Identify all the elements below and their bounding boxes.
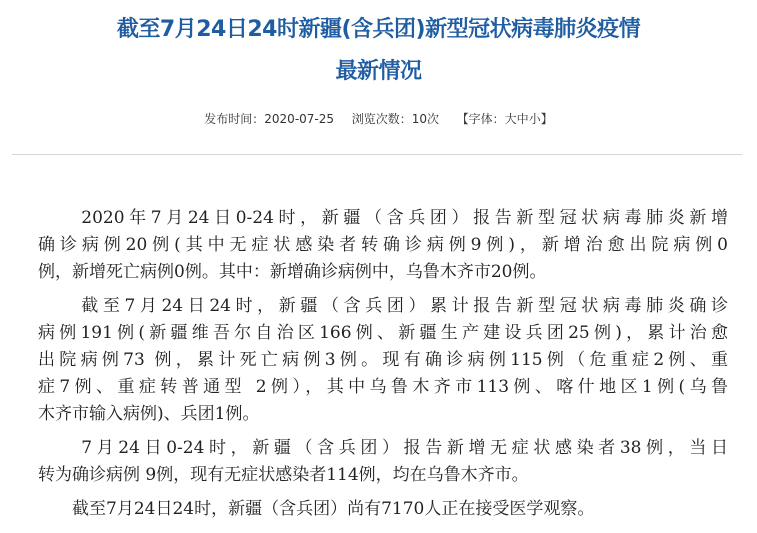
publish-date: 2020-07-25 [264, 112, 335, 126]
body-line: 例，新增死亡病例0例。其中：新增确诊病例中，乌鲁木齐市20例。 [38, 262, 547, 282]
font-switch-open: 【字体： [456, 112, 505, 126]
body-line: 确诊病例20例(其中无症状感染者转确诊病例9例)，新增治愈出院病例0 [38, 235, 728, 255]
body-line: 截至7月24日24时，新疆（含兵团）累计报告新型冠状病毒肺炎确诊 [38, 296, 728, 316]
views-count: 10次 [411, 112, 439, 126]
body-line: 7月24日0-24时，新疆（含兵团）报告新增无症状感染者38例，当日 [38, 438, 728, 458]
font-switch-close: 】 [540, 112, 553, 126]
body-line: 症7例、重症转普通型 2例），其中乌鲁木齐市113例、喀什地区1例(乌鲁 [38, 377, 728, 397]
body-line: 病例191例(新疆维吾尔自治区166例、新疆生产建设兵团25例)，累计治愈 [38, 323, 728, 343]
publish-label: 发布时间： [204, 112, 265, 126]
font-size-small-link[interactable]: 小 [528, 112, 541, 126]
body-line: 截至7月24日24时，新疆（含兵团）尚有7170人正在接受医学观察。 [38, 499, 595, 519]
font-size-medium-link[interactable]: 中 [516, 112, 529, 126]
body-line: 出院病例73 例，累计死亡病例3例。现有确诊病例115例（危重症2例、重 [38, 350, 728, 370]
font-size-switcher [457, 110, 553, 127]
article-meta [0, 110, 757, 127]
header-divider [12, 154, 742, 155]
font-size-large-link[interactable]: 大 [504, 112, 517, 126]
views-label: 浏览次数： [351, 112, 412, 126]
article-title-line-2: 最新情况 [335, 59, 422, 84]
body-line: 2020年7月24日0-24时，新疆（含兵团）报告新型冠状病毒肺炎新增 [38, 208, 728, 228]
article-title-line-1: 截至7月24日24时新疆(含兵团)新型冠状病毒肺炎疫情 [116, 17, 641, 42]
body-line: 转为确诊病例 9例，现有无症状感染者114例，均在乌鲁木齐市。 [38, 465, 529, 485]
body-line: 木齐市输入病例)、兵团1例。 [38, 404, 260, 424]
